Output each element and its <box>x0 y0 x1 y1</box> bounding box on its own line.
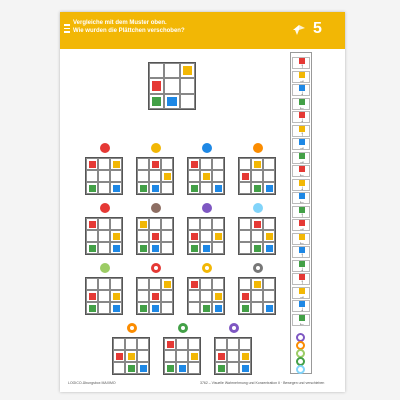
grid-cell <box>176 350 188 362</box>
red-tile <box>116 353 123 360</box>
grid-cell <box>161 242 173 254</box>
grid-cell <box>212 278 224 290</box>
arrow-icon: ↓ <box>300 91 304 97</box>
grid-cell <box>263 290 275 302</box>
pattern-grid <box>148 62 196 110</box>
red-tile <box>152 293 159 300</box>
blue-tile <box>152 185 159 192</box>
blue-tile <box>266 185 273 192</box>
arrow-icon: → <box>299 226 305 232</box>
grid-cell <box>251 170 263 182</box>
answer-card-17 <box>292 273 310 285</box>
grid-cell <box>149 94 164 109</box>
arrow-icon: ↓ <box>300 185 304 192</box>
exercise-marker-2 <box>151 143 161 153</box>
exercise-marker-10 <box>151 263 161 273</box>
grid-cell <box>239 278 251 290</box>
yellow-tile <box>164 173 171 180</box>
grid-cell <box>227 350 239 362</box>
strip-ring-5 <box>296 365 305 374</box>
grid-cell <box>86 170 98 182</box>
green-tile <box>191 245 198 252</box>
exercise-marker-15 <box>229 323 239 333</box>
grid-cell <box>113 362 125 374</box>
green-tile <box>218 365 225 372</box>
grid-cell <box>239 242 251 254</box>
grid-cell <box>239 182 251 194</box>
exercise-grid-6 <box>136 217 174 255</box>
green-tile <box>89 305 96 312</box>
grid-cell <box>239 170 251 182</box>
red-tile <box>254 221 261 228</box>
arrow-icon: ↓ <box>300 307 304 313</box>
grid-cell <box>200 230 212 242</box>
exercise-grid-4 <box>238 157 276 195</box>
exercise-marker-1 <box>100 143 110 153</box>
yellow-tile <box>113 293 120 300</box>
grid-cell <box>263 242 275 254</box>
grid-cell <box>251 182 263 194</box>
grid-cell <box>110 158 122 170</box>
red-tile <box>152 161 159 168</box>
origami-bird-icon <box>292 23 306 37</box>
exercise-grid-10 <box>136 277 174 315</box>
grid-cell <box>137 362 149 374</box>
green-tile <box>191 185 198 192</box>
red-tile <box>89 161 96 168</box>
grid-cell <box>188 242 200 254</box>
exercise-grid-12 <box>238 277 276 315</box>
grid-cell <box>180 78 195 93</box>
grid-cell <box>200 170 212 182</box>
green-tile <box>128 365 135 372</box>
answer-card-19 <box>292 300 310 312</box>
grid-cell <box>227 338 239 350</box>
grid-cell <box>164 350 176 362</box>
grid-cell <box>212 230 224 242</box>
grid-cell <box>239 290 251 302</box>
grid-cell <box>263 278 275 290</box>
yellow-tile <box>215 293 222 300</box>
grid-cell <box>188 218 200 230</box>
grid-cell <box>161 170 173 182</box>
grid-cell <box>251 302 263 314</box>
arrow-icon: ← <box>299 172 305 178</box>
grid-cell <box>200 218 212 230</box>
arrow-icon: ↑ <box>300 253 304 259</box>
grid-cell <box>188 182 200 194</box>
grid-cell <box>212 170 224 182</box>
green-tile <box>242 305 249 312</box>
grid-cell <box>137 278 149 290</box>
green-tile <box>140 245 147 252</box>
grid-cell <box>98 230 110 242</box>
exercise-grid-11 <box>187 277 225 315</box>
grid-cell <box>98 170 110 182</box>
grid-cell <box>149 278 161 290</box>
exercise-marker-12 <box>253 263 263 273</box>
grid-cell <box>188 302 200 314</box>
yellow-tile <box>242 353 249 360</box>
grid-cell <box>137 158 149 170</box>
arrow-icon: ↓ <box>300 266 304 273</box>
answer-card-10 <box>292 179 310 191</box>
green-tile <box>254 185 261 192</box>
grid-cell <box>137 170 149 182</box>
grid-cell <box>161 218 173 230</box>
green-tile <box>152 97 161 106</box>
arrow-icon: → <box>299 145 305 151</box>
grid-cell <box>188 362 200 374</box>
page-number: 5 <box>313 20 322 37</box>
arrow-icon: → <box>299 293 305 300</box>
answer-card-12 <box>292 206 310 218</box>
blue-tile <box>179 365 186 372</box>
grid-cell <box>113 350 125 362</box>
grid-cell <box>149 218 161 230</box>
grid-cell <box>161 230 173 242</box>
grid-cell <box>98 302 110 314</box>
arrow-icon: ↑ <box>300 131 304 138</box>
yellow-tile <box>113 161 120 168</box>
grid-cell <box>188 158 200 170</box>
grid-cell <box>149 158 161 170</box>
grid-cell <box>239 158 251 170</box>
red-tile <box>242 293 249 300</box>
exercise-grid-15 <box>214 337 252 375</box>
red-tile <box>191 281 198 288</box>
grid-cell <box>86 182 98 194</box>
yellow-tile <box>254 281 261 288</box>
blue-tile <box>266 305 273 312</box>
blue-tile <box>242 365 249 372</box>
grid-cell <box>113 338 125 350</box>
grid-cell <box>239 362 251 374</box>
grid-cell <box>86 290 98 302</box>
red-tile <box>167 341 174 348</box>
grid-cell <box>137 290 149 302</box>
grid-cell <box>98 218 110 230</box>
yellow-tile <box>266 233 273 240</box>
grid-cell <box>137 302 149 314</box>
grid-cell <box>251 158 263 170</box>
red-tile <box>89 221 96 228</box>
grid-cell <box>251 290 263 302</box>
arrow-icon: → <box>299 158 305 165</box>
yellow-tile <box>113 233 120 240</box>
yellow-tile <box>215 233 222 240</box>
grid-cell <box>251 218 263 230</box>
grid-cell <box>86 242 98 254</box>
grid-cell <box>251 278 263 290</box>
grid-cell <box>263 158 275 170</box>
grid-cell <box>180 63 195 78</box>
grid-cell <box>161 182 173 194</box>
answer-card-18 <box>292 287 310 299</box>
grid-cell <box>180 94 195 109</box>
grid-cell <box>137 242 149 254</box>
grid-cell <box>137 182 149 194</box>
grid-cell <box>200 242 212 254</box>
grid-cell <box>137 230 149 242</box>
green-tile <box>254 245 261 252</box>
grid-cell <box>176 362 188 374</box>
exercise-marker-8 <box>253 203 263 213</box>
red-tile <box>191 161 198 168</box>
grid-cell <box>110 218 122 230</box>
grid-cell <box>251 242 263 254</box>
grid-cell <box>212 290 224 302</box>
green-tile <box>203 305 210 312</box>
blue-tile <box>152 245 159 252</box>
grid-cell <box>86 302 98 314</box>
menu-lines-icon <box>64 24 70 35</box>
grid-cell <box>110 290 122 302</box>
grid-cell <box>239 350 251 362</box>
blue-tile <box>113 185 120 192</box>
grid-cell <box>263 218 275 230</box>
blue-tile <box>113 245 120 252</box>
grid-cell <box>161 302 173 314</box>
grid-cell <box>86 218 98 230</box>
green-tile <box>89 245 96 252</box>
grid-cell <box>86 230 98 242</box>
grid-cell <box>149 230 161 242</box>
green-tile <box>140 305 147 312</box>
grid-cell <box>149 78 164 93</box>
exercise-grid-8 <box>238 217 276 255</box>
grid-cell <box>98 158 110 170</box>
arrow-icon: ↓ <box>300 118 304 124</box>
answer-card-13 <box>292 219 310 231</box>
grid-cell <box>149 302 161 314</box>
answer-card-1 <box>292 57 310 69</box>
yellow-tile <box>191 353 198 360</box>
grid-cell <box>110 170 122 182</box>
answer-card-6 <box>292 125 310 137</box>
red-tile <box>218 353 225 360</box>
green-tile <box>167 365 174 372</box>
red-tile <box>191 233 198 240</box>
yellow-tile <box>183 66 192 75</box>
grid-cell <box>98 182 110 194</box>
yellow-tile <box>164 281 171 288</box>
red-tile <box>152 233 159 240</box>
answer-card-11 <box>292 192 310 204</box>
yellow-tile <box>254 161 261 168</box>
grid-cell <box>215 362 227 374</box>
grid-cell <box>188 170 200 182</box>
arrow-icon: ↑ <box>300 64 304 70</box>
blue-tile <box>266 245 273 252</box>
footer-right: 3762 – Visuelle Wahrnehmung und Konzentration II · Bewegen und verschieben <box>200 381 325 385</box>
header-bar <box>60 12 345 49</box>
yellow-tile <box>140 221 147 228</box>
answer-card-15 <box>292 246 310 258</box>
grid-cell <box>110 182 122 194</box>
red-tile <box>89 293 96 300</box>
exercise-grid-9 <box>85 277 123 315</box>
grid-cell <box>212 158 224 170</box>
blue-tile <box>167 97 176 106</box>
grid-cell <box>200 302 212 314</box>
exercise-marker-3 <box>202 143 212 153</box>
grid-cell <box>86 278 98 290</box>
blue-tile <box>203 245 210 252</box>
exercise-marker-7 <box>202 203 212 213</box>
exercise-marker-5 <box>100 203 110 213</box>
footer-left: LOGICO-Übungsbox MAXIMO <box>68 381 116 385</box>
grid-cell <box>161 278 173 290</box>
grid-cell <box>215 350 227 362</box>
grid-cell <box>164 338 176 350</box>
red-tile <box>242 173 249 180</box>
exercise-grid-5 <box>85 217 123 255</box>
grid-cell <box>98 278 110 290</box>
answer-card-4 <box>292 98 310 110</box>
exercise-grid-14 <box>163 337 201 375</box>
grid-cell <box>239 302 251 314</box>
grid-cell <box>200 158 212 170</box>
arrow-icon: ← <box>299 239 305 246</box>
grid-cell <box>125 362 137 374</box>
green-tile <box>89 185 96 192</box>
exercise-marker-6 <box>151 203 161 213</box>
grid-cell <box>98 290 110 302</box>
answer-strip <box>290 52 312 374</box>
arrow-icon: ← <box>299 104 305 111</box>
grid-cell <box>137 338 149 350</box>
answer-card-3 <box>292 84 310 96</box>
instruction-line-2: Wie wurden die Plättchen verschoben? <box>73 28 185 34</box>
worksheet-page <box>60 12 345 392</box>
grid-cell <box>239 230 251 242</box>
answer-card-20 <box>292 314 310 326</box>
grid-cell <box>215 338 227 350</box>
grid-cell <box>125 350 137 362</box>
exercise-marker-11 <box>202 263 212 273</box>
grid-cell <box>263 302 275 314</box>
exercise-marker-13 <box>127 323 137 333</box>
grid-cell <box>164 94 179 109</box>
blue-tile <box>215 305 222 312</box>
grid-cell <box>110 278 122 290</box>
grid-cell <box>263 170 275 182</box>
grid-cell <box>161 158 173 170</box>
grid-cell <box>188 290 200 302</box>
grid-cell <box>251 230 263 242</box>
grid-cell <box>86 158 98 170</box>
grid-cell <box>110 242 122 254</box>
exercise-grid-1 <box>85 157 123 195</box>
answer-card-16 <box>292 260 310 272</box>
grid-cell <box>263 182 275 194</box>
answer-card-5 <box>292 111 310 123</box>
exercise-grid-3 <box>187 157 225 195</box>
exercise-grid-13 <box>112 337 150 375</box>
grid-cell <box>200 290 212 302</box>
exercise-grid-7 <box>187 217 225 255</box>
grid-cell <box>212 302 224 314</box>
grid-cell <box>110 302 122 314</box>
grid-cell <box>149 242 161 254</box>
answer-card-14 <box>292 233 310 245</box>
grid-cell <box>200 278 212 290</box>
grid-cell <box>164 362 176 374</box>
grid-cell <box>212 218 224 230</box>
grid-cell <box>149 290 161 302</box>
exercise-grid-2 <box>136 157 174 195</box>
blue-tile <box>215 185 222 192</box>
grid-cell <box>263 230 275 242</box>
green-tile <box>140 185 147 192</box>
blue-tile <box>152 305 159 312</box>
grid-cell <box>188 338 200 350</box>
grid-cell <box>161 290 173 302</box>
arrow-icon: ← <box>299 199 305 205</box>
grid-cell <box>149 170 161 182</box>
grid-cell <box>164 63 179 78</box>
answer-card-7 <box>292 138 310 150</box>
exercise-marker-14 <box>178 323 188 333</box>
grid-cell <box>125 338 137 350</box>
answer-card-8 <box>292 152 310 164</box>
grid-cell <box>188 278 200 290</box>
instruction-line-1: Vergleiche mit dem Muster oben. <box>73 20 167 26</box>
yellow-tile <box>203 173 210 180</box>
grid-cell <box>137 350 149 362</box>
grid-cell <box>239 218 251 230</box>
yellow-tile <box>128 353 135 360</box>
grid-cell <box>176 338 188 350</box>
arrow-icon: ← <box>299 320 305 327</box>
answer-card-9 <box>292 165 310 177</box>
grid-cell <box>188 350 200 362</box>
arrow-icon: ↑ <box>300 212 304 219</box>
grid-cell <box>137 218 149 230</box>
grid-cell <box>212 242 224 254</box>
grid-cell <box>227 362 239 374</box>
blue-tile <box>140 365 147 372</box>
grid-cell <box>188 230 200 242</box>
grid-cell <box>98 242 110 254</box>
grid-cell <box>212 182 224 194</box>
grid-cell <box>149 182 161 194</box>
grid-cell <box>164 78 179 93</box>
grid-cell <box>110 230 122 242</box>
blue-tile <box>113 305 120 312</box>
arrow-icon: → <box>299 77 305 84</box>
exercise-marker-4 <box>253 143 263 153</box>
grid-cell <box>149 63 164 78</box>
exercise-marker-9 <box>100 263 110 273</box>
grid-cell <box>239 338 251 350</box>
grid-cell <box>200 182 212 194</box>
red-tile <box>152 81 161 90</box>
answer-card-2 <box>292 71 310 83</box>
arrow-icon: ↑ <box>300 280 304 286</box>
